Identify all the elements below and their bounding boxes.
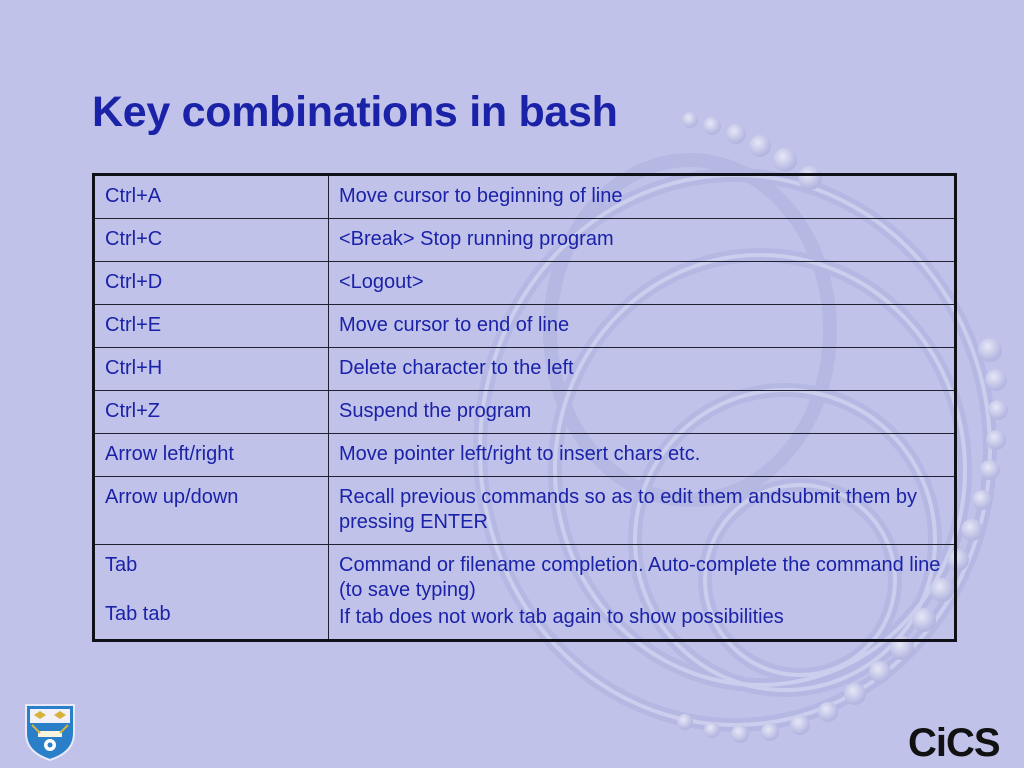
table-row: [94, 305, 956, 348]
description-cell: <Logout>: [329, 262, 956, 305]
key-cell: Arrow up/down: [94, 477, 329, 545]
key-cell: Arrow left/right: [94, 434, 329, 477]
key-tab-tab: Tab tab: [105, 603, 171, 625]
spacer: [105, 594, 318, 602]
key-cell: Ctrl+Z: [94, 391, 329, 434]
table-row: [94, 391, 956, 434]
desc-tab: Command or filename completion. Auto-complete the command line (to save typing): [339, 554, 941, 601]
key-cell: [94, 545, 329, 641]
table-row: [94, 434, 956, 477]
cics-logo: [906, 720, 1018, 762]
table-row: [94, 348, 956, 391]
table-row: [94, 545, 956, 641]
key-cell: Ctrl+E: [94, 305, 329, 348]
description-cell: Move cursor to end of line: [329, 305, 956, 348]
slide-title: Key combinations in bash: [92, 88, 618, 136]
university-crest-icon: [24, 703, 76, 761]
key-cell: Ctrl+D: [94, 262, 329, 305]
spacer: [105, 586, 318, 594]
table-row: [94, 262, 956, 305]
table-row: [94, 219, 956, 262]
spacer: [105, 578, 318, 586]
description-cell: Move cursor to beginning of line: [329, 175, 956, 219]
description-cell: <Break> Stop running program: [329, 219, 956, 262]
key-cell: Ctrl+H: [94, 348, 329, 391]
description-cell: Move pointer left/right to insert chars etc.: [329, 434, 956, 477]
description-cell: [329, 545, 956, 641]
description-cell: Delete character to the left: [329, 348, 956, 391]
desc-tab-tab: If tab does not work tab again to show possibilities: [339, 606, 784, 628]
description-cell: Suspend the program: [329, 391, 956, 434]
table-row: [94, 175, 956, 219]
key-combinations-table: [92, 173, 957, 642]
key-cell: Ctrl+A: [94, 175, 329, 219]
key-cell: Ctrl+C: [94, 219, 329, 262]
description-cell: Recall previous commands so as to edit them andsubmit them by pressing ENTER: [329, 477, 956, 545]
table-row: [94, 477, 956, 545]
key-tab: Tab: [105, 554, 138, 576]
cics-logo-text: CiCS: [908, 721, 1000, 762]
